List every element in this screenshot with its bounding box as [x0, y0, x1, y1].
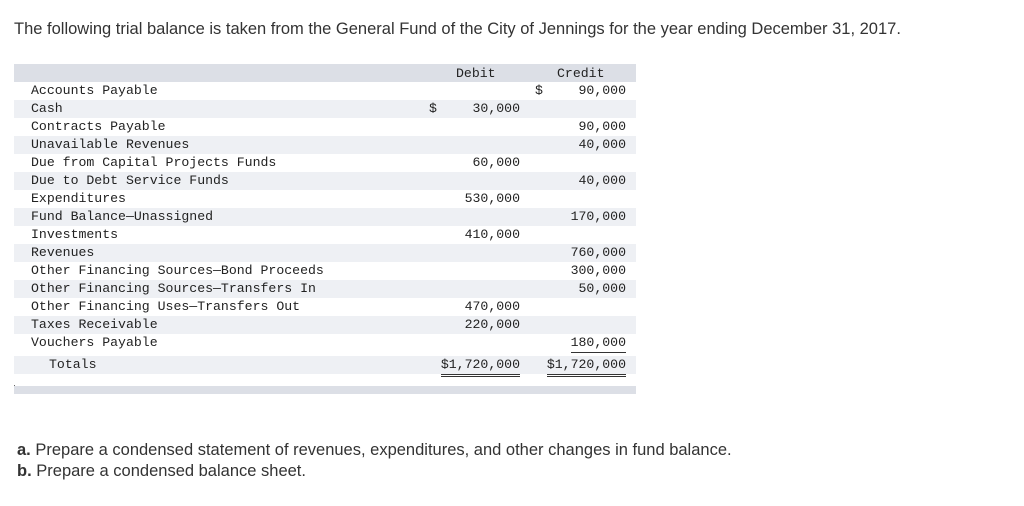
- table-row: [14, 244, 636, 262]
- account-name: Revenues: [31, 245, 95, 260]
- question-b: b. Prepare a condensed balance sheet.: [17, 462, 306, 480]
- account-name: Other Financing Sources—Transfers In: [31, 281, 316, 296]
- problem-intro: The following trial balance is taken from the General Fund of the City of Jennings for the year ending December 31, 2017.: [14, 20, 901, 38]
- totals-row: [14, 356, 636, 374]
- table-row: [14, 316, 636, 334]
- table-row: [14, 226, 636, 244]
- debit-header: Debit: [456, 66, 496, 81]
- table-row: [14, 154, 636, 172]
- account-name: Vouchers Payable: [31, 335, 158, 350]
- account-name: Investments: [31, 227, 119, 242]
- credit-amount: 170,000: [570, 209, 626, 224]
- table-row: [14, 262, 636, 280]
- account-name: Expenditures: [31, 191, 126, 206]
- table-row: [14, 82, 636, 100]
- total-credit: $1,720,000: [547, 356, 626, 377]
- table-footer-bar: [14, 386, 636, 394]
- account-name: Due to Debt Service Funds: [31, 173, 229, 188]
- credit-amount: 760,000: [570, 245, 626, 260]
- trial-balance-table: [14, 64, 636, 394]
- credit-amount: 40,000: [578, 137, 626, 152]
- table-row: [14, 298, 636, 316]
- account-name: Due from Capital Projects Funds: [31, 155, 277, 170]
- table-row: [14, 334, 636, 352]
- table-row: [14, 172, 636, 190]
- debit-amount: 60,000: [472, 155, 520, 170]
- totals-label: Totals: [49, 357, 97, 372]
- debit-amount: 220,000: [464, 317, 520, 332]
- account-name: Unavailable Revenues: [31, 137, 190, 152]
- credit-dollar-sign: $: [535, 83, 543, 98]
- account-name: Fund Balance—Unassigned: [31, 209, 214, 224]
- credit-amount: 180,000: [571, 334, 626, 353]
- questions: [17, 440, 732, 482]
- table-header: [14, 64, 636, 82]
- debit-amount: 410,000: [464, 227, 520, 242]
- table-row: [14, 208, 636, 226]
- credit-amount: 40,000: [578, 173, 626, 188]
- debit-amount: 470,000: [464, 299, 520, 314]
- credit-header: Credit: [557, 66, 605, 81]
- credit-amount: 90,000: [578, 119, 626, 134]
- table-row: [14, 280, 636, 298]
- debit-amount: 30,000: [472, 101, 520, 116]
- account-name: Other Financing Uses—Transfers Out: [31, 299, 301, 314]
- account-name: Accounts Payable: [31, 83, 158, 98]
- account-name: Taxes Receivable: [31, 317, 158, 332]
- credit-amount: 300,000: [570, 263, 626, 278]
- total-debit: $1,720,000: [441, 356, 520, 377]
- debit-dollar-sign: $: [429, 101, 437, 116]
- table-row: [14, 100, 636, 118]
- account-name: Other Financing Sources—Bond Proceeds: [31, 263, 324, 278]
- table-row: [14, 136, 636, 154]
- credit-amount: 50,000: [578, 281, 626, 296]
- table-row: [14, 118, 636, 136]
- credit-amount: 90,000: [578, 83, 626, 98]
- question-a: a. Prepare a condensed statement of revenues, expenditures, and other changes in fund balance.: [17, 441, 732, 459]
- table-row: [14, 190, 636, 208]
- account-name: Cash: [31, 101, 63, 116]
- account-name: Contracts Payable: [31, 119, 166, 134]
- debit-amount: 530,000: [464, 191, 520, 206]
